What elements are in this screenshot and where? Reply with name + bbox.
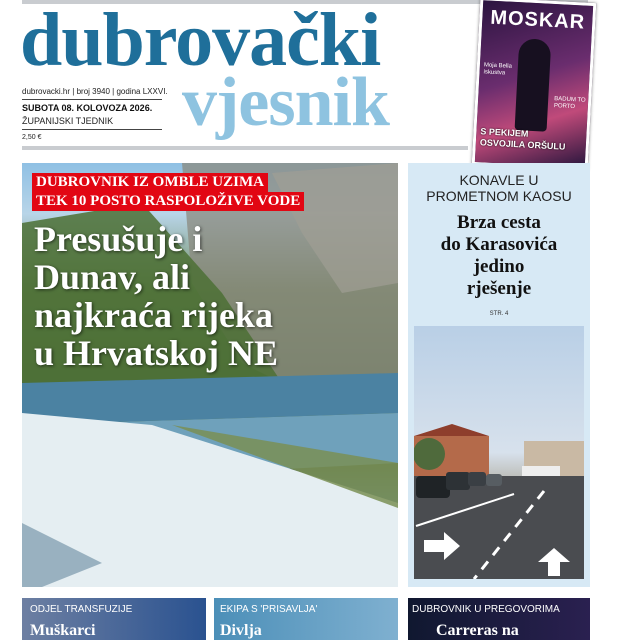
side-headline-line: Brza cesta (457, 212, 541, 233)
bottom-kicker: DUBROVNIK U PREGOVORIMA (412, 604, 560, 615)
magazine-side-text-left: Moja Bella iskustva (483, 62, 513, 77)
masthead-vjesnik[interactable]: vjesnik (182, 64, 389, 141)
site-link[interactable]: dubrovacki.hr (22, 87, 71, 96)
volume-year: godina LXXVI. (116, 87, 168, 96)
page-reference: STR. 4 (489, 311, 509, 317)
main-headline-line: Presušuje i (34, 219, 203, 259)
date-divider (22, 129, 162, 130)
road-traffic-image (414, 326, 584, 579)
side-headline[interactable] (408, 212, 590, 300)
issue-price: 2,50 € (22, 134, 42, 141)
side-headline-line: jedino (473, 256, 525, 277)
issue-date: SUBOTA 08. KOLOVOZA 2026. (22, 103, 153, 113)
bottom-kicker: ODJEL TRANSFUZIJE (30, 604, 133, 615)
magazine-caption-line: OSVOJILA ORŠULU (479, 137, 566, 152)
meta-separator: | (112, 87, 115, 96)
bottom-kicker: EKIPA S 'PRISAVLJA' (220, 604, 318, 615)
singer-figure-image (515, 38, 552, 132)
side-headline-line: rješenje (466, 278, 532, 299)
masthead-dubrovacki[interactable]: dubrovački (20, 0, 381, 82)
main-kicker: DUBROVNIK IZ OMBLE UZIMA (32, 173, 268, 192)
bottom-headline: Carreras na (436, 622, 519, 639)
bottom-headline: Divlja (220, 622, 262, 639)
main-kicker: TEK 10 POSTO RASPOLOŽIVE VODE (32, 192, 304, 211)
meta-separator: | (72, 87, 75, 96)
magazine-caption-line: S PEKIJEM (480, 126, 529, 139)
side-kicker: PROMETNOM KAOSU (426, 188, 572, 204)
meta-divider (22, 99, 162, 100)
bottom-headline: Muškarci (30, 622, 96, 639)
main-headline[interactable] (34, 220, 374, 372)
magazine-side-text-right: BADUM TO PORTO (553, 96, 586, 111)
main-headline-line: u Hrvatskoj NE (34, 333, 279, 373)
issue-meta (22, 87, 168, 96)
issue-number: broj 3940 (76, 87, 110, 96)
side-headline-line: do Karasovića (440, 234, 558, 255)
header-rule (22, 146, 468, 150)
road-photo[interactable] (414, 326, 584, 579)
side-kicker: KONAVLE U (459, 172, 539, 188)
section-label: ŽUPANIJSKI TJEDNIK (22, 116, 114, 126)
main-headline-line: najkraća rijeka (34, 295, 273, 335)
magazine-title: MOSKAR (489, 6, 586, 34)
magazine-cover[interactable] (472, 0, 597, 171)
main-headline-line: Dunav, ali (34, 257, 191, 297)
